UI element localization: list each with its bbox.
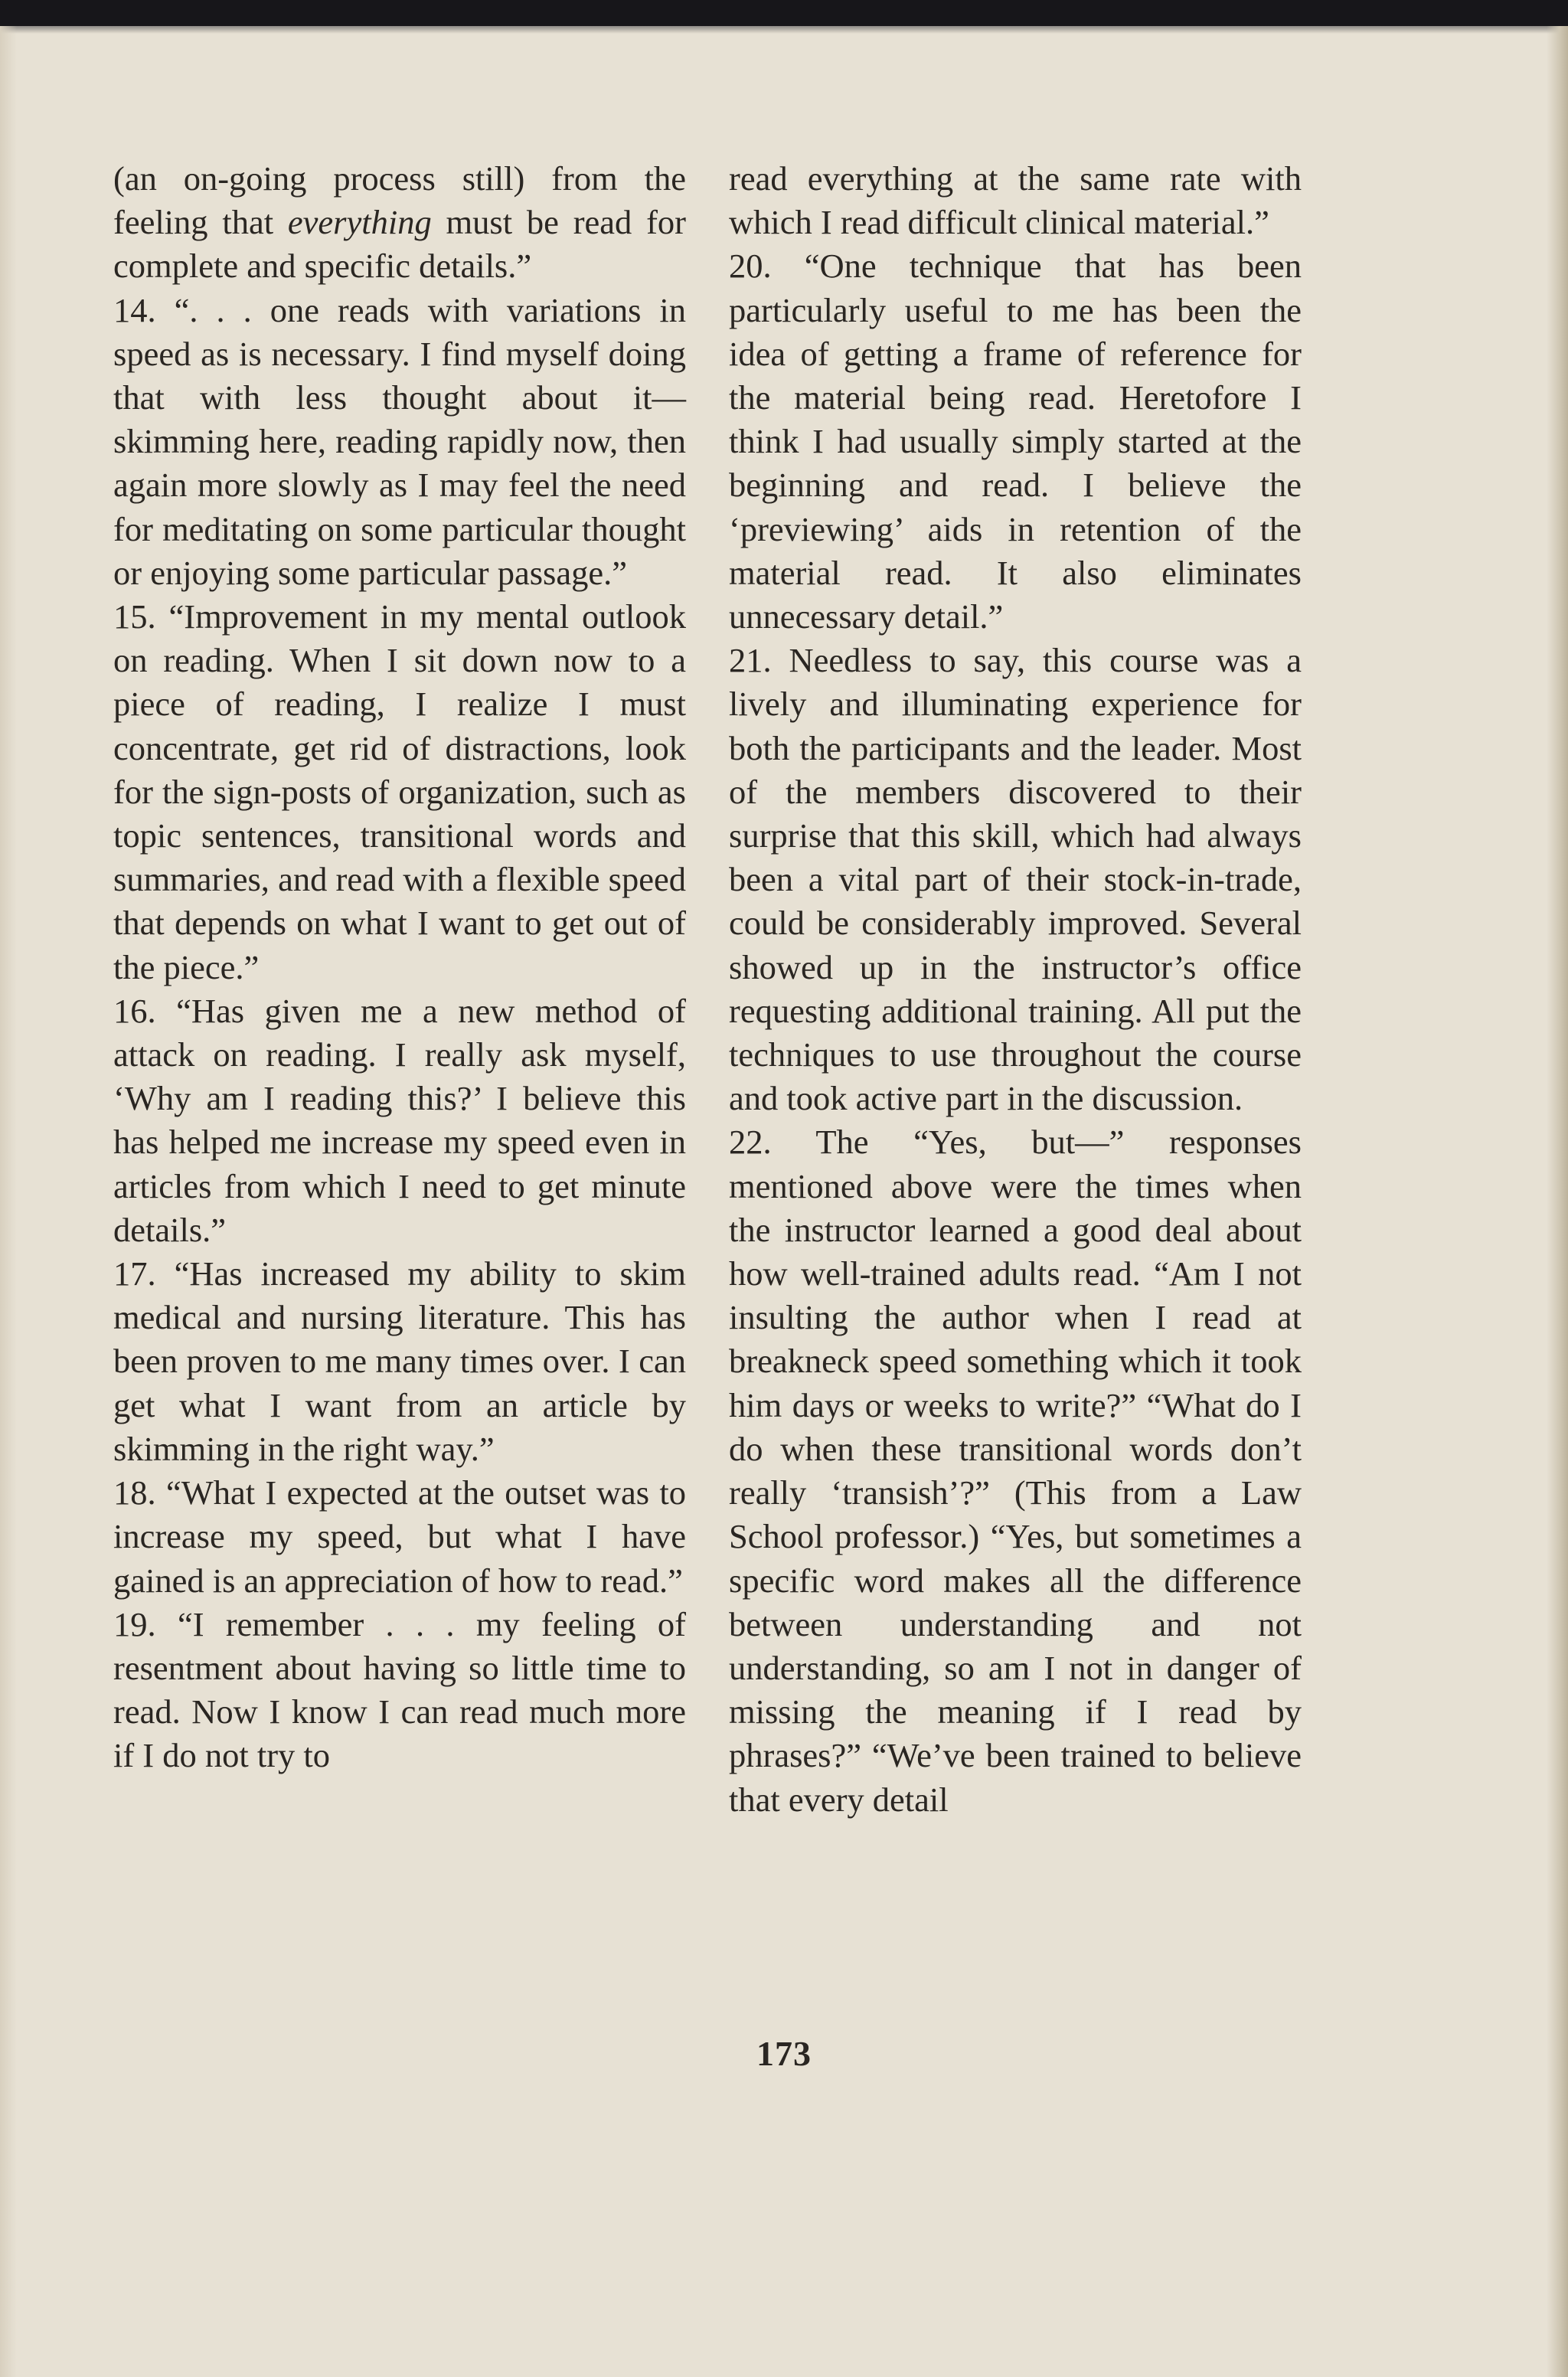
paragraph-continuation: (an on-going process still) from the feeling that everything must be read for complete and specific details.” <box>113 159 686 286</box>
paragraph-19: 19. “I remember . . . my feeling of resentment about having so little time to read. Now I know I can read much more if I do not try to <box>113 1604 686 1775</box>
paragraph-17: 17. “Has increased my ability to skim medical and nursing literature. This has been proven to me many times over. I can get what I want from an article by skimming in the right way.” <box>113 1254 686 1468</box>
page-number: 173 <box>756 2034 812 2073</box>
left-column <box>113 157 686 1778</box>
paragraph-16: 16. “Has given me a new method of attack on reading. I really ask myself, ‘Why am I reading this?’ I believe this has helped me increase my speed even in articles from which I need to get minute details.” <box>113 991 686 1249</box>
paragraph-20: 20. “One technique that has been particularly useful to me has been the idea of getting a frame of reference for the material being read. Heretofore I think I had usually simply started at the beginning and read. I believe the ‘previewing’ aids in retention of the material read. It also eliminates unnecessary detail.” <box>729 247 1302 636</box>
paragraph-18: 18. “What I expected at the outset was to increase my speed, but what I have gained is an appreciation of how to read.” <box>113 1473 686 1600</box>
paragraph-22: 22. The “Yes, but—” responses mentioned above were the times when the instructor learned a good deal about how well-trained adults read. “Am I not insulting the author when I read at breakneck speed something which it took him days or weeks to write?” “What do I do when these transitional words don’t really ‘transish’?” (This from a Law School professor.) “Yes, but sometimes a specific word makes all the difference between understanding and not understanding, so am I not in danger of missing the meaning if I read by phrases?” “We’ve been trained to believe that every detail <box>729 1123 1302 1819</box>
paragraph-21: 21. Needless to say, this course was a lively and illuminating experience for both the participants and the leader. Most of the members discovered to their surprise that this skill, which had always been a vital part of their stock-in-trade, could be considerably improved. Several showed up in the instructor’s office requesting additional training. All put the techniques to use throughout the course and took active part in the discussion. <box>729 641 1302 1118</box>
emphasized-word: everything <box>287 203 432 242</box>
paragraph-19-continuation: read everything at the same rate with which I read difficult clinical material.” <box>729 159 1302 242</box>
paragraph-15: 15. “Improvement in my mental outlook on reading. When I sit down now to a piece of reading, I realize I must concentrate, get rid of distractions, look for the sign-posts of organization, such as topic sentences, transitional words and summaries, and read with a flexible speed that depends on what I want to get out of the piece.” <box>113 597 686 986</box>
paragraph-14: 14. “. . . one reads with variations in speed as is necessary. I find myself doing that with less thought about it—skimming here, reading rapidly now, then again more slowly as I may feel the need for meditating on some particular thought or enjoying some particular passage.” <box>113 290 686 592</box>
right-column <box>729 157 1302 1822</box>
